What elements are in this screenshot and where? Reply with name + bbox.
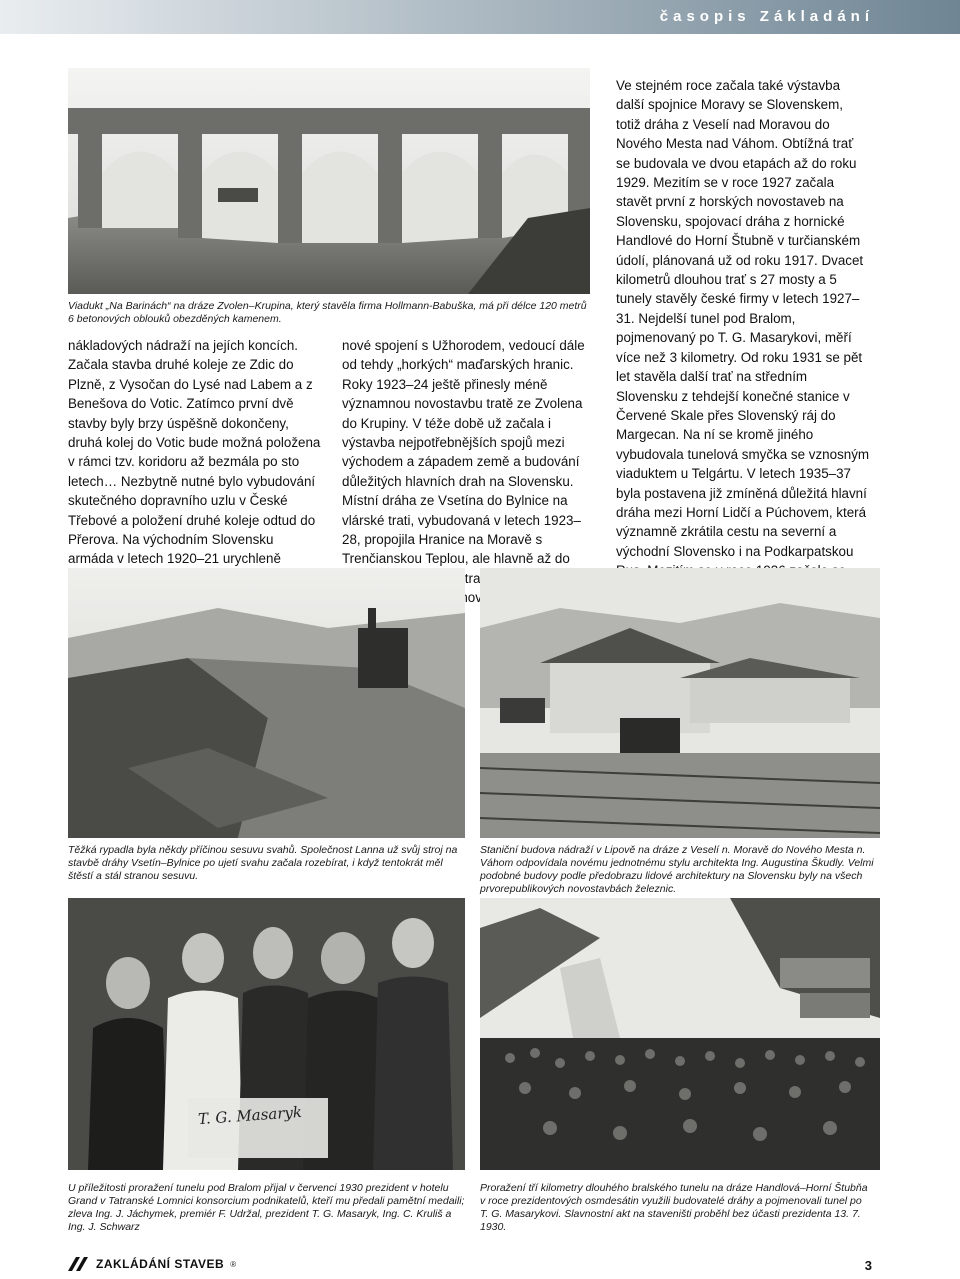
logo-text: ZAKLÁDÁNÍ STAVEB xyxy=(96,1257,225,1271)
footer-logo xyxy=(68,1256,236,1272)
tunnel-crowd-photo xyxy=(480,898,880,1170)
station-photo xyxy=(480,568,880,838)
viaduct-photo xyxy=(68,68,590,294)
landslide-caption: Těžká rypadla byla někdy příčinou sesuvu svahů. Společnost Lanna už svůj stroj na stavbě dráhy Vsetín–Bylnice po ujetí svahu začala rozebírat, i když tentokrát měl štěstí a stál stranou sesuvu. xyxy=(68,844,458,882)
portrait-photo xyxy=(68,898,465,1170)
station-caption: Staniční budova nádraží v Lipově na dráze z Veselí n. Moravě do Nového Mesta n. Váhom odpovídala novému jednotnému stylu architekta Ing. Augustina Škudly. Velmi podobné budovy podle předobrazu lidové architektury na Slovensku byly na všech prvorepublikových novostavbách železnic. xyxy=(480,844,874,895)
article-column-1 xyxy=(68,336,322,608)
article-text-col1: nákladových nádraží na jejích koncích. Začala stavba druhé koleje ze Zdic do Plzně, z Vysočan do Lysé nad Labem a z Benešova do Votic. Zatímco první dvě stavby byly brzy úspěšně dokončeny, druhá kolej do Votic bude možná položena v rámci tzv. koridoru až bezmála po sto letech… Nezbytně nutné bylo vybudování skutečného dopravního uzlu v České Třebové a položení druhé koleje odtud do Přerova. Na východním Slovensku armáda v letech 1920–21 urychleně xyxy=(68,338,321,567)
tunnel-crowd-caption: Proražení tří kilometry dlouhého bralského tunelu na dráze Handlová–Horní Štubňa v roce prezidentových osmdesátin využili budovatelé dráhy a pojmenovali tunel po T. G. Masarykovi. Slavnostní akt na staveništi proběhl bez účasti prezidenta 13. 7. 1930. xyxy=(480,1182,868,1233)
article-text-col3: Ve stejném roce začala také výstavba další spojnice Moravy se Slovenskem, totiž dráha z Veselí nad Moravou do Nového Mesta nad Váhom. Obtížná trať se budovala ve dvou etapách až do roku 1929. Mezitím se v roce 1927 začala stavět první z horských novostaveb na Slovensku, spojovací dráha z hornické Handlové do Horní Štubně v turčianském údolí, plánovaná už od roku 1917. Dvacet kilometrů dlouhou trať s 27 mosty a 5 tunely stavěly české firmy v letech 1927–31. Nejdelší tunel pod Bralom, pojmenovaný po T. G. Masarykovi, měří více než 3 kilometry. Od roku 1931 se pět let stavěla další trať na středním Slovensku z tehdejší konečné stanice v Červené Skale přes Slovenský ráj do Margecan. Na ní se kromě jiného vybudovala tunelová smyčka se vznosným viaduktem u Telgártu. V letech 1935–37 byla postavena již zmíněná důležitá hlavní dráha mezi Horní Lidčí a Púchovem, která významně zkrátila cestu na severní a východní Slovensko i na Podkarpatskou xyxy=(616,78,870,559)
article-column-2 xyxy=(342,336,596,608)
portrait-caption: U příležitosti proražení tunelu pod Bralom přijal v červenci 1930 prezident v hotelu Grand v Tatranské Lomnici konsorcium podnikatelů, kteří mu předali pamětní medaili; zleva Ing. J. Jáchymek, premiér F. Udržal, prezident T. G. Masaryk, Ing. C. Kruliš a Ing. J. Schwarz xyxy=(68,1182,465,1233)
masaryk-signature: T. G. Masaryk xyxy=(197,1102,303,1129)
logo-icon xyxy=(68,1257,90,1271)
magazine-title: časopis Základání xyxy=(659,8,874,25)
logo-registered-mark: ® xyxy=(230,1259,237,1269)
article-text-col2: nové spojení s Užhorodem, vedoucí dále od tehdy „horkých“ maďarských hranic. Roky 1923–24 ještě přinesly méně významnou novostavbu tratě ze Zvolena do Krupiny. V téže době už začala i výstavba nejpotřebnějších spojů mezi východem a západem země a budování důležitých hlavních drah na Slovensku. Místní dráha ze Vsetína do Bylnice na vlárské trati, vybudovaná v letech 1923–28, propojila Hranice na Moravě s Trenčianskou Teplou, ale hlavně až do Púchova. xyxy=(342,338,585,606)
page-number: 3 xyxy=(864,1258,872,1273)
landslide-photo xyxy=(68,568,465,838)
viaduct-caption: Viadukt „Na Barinách“ na dráze Zvolen–Krupina, který stavěla firma Hollmann-Babuška, má při délce 120 metrů 6 betonových oblouků obezděných kamenem. xyxy=(68,300,587,325)
